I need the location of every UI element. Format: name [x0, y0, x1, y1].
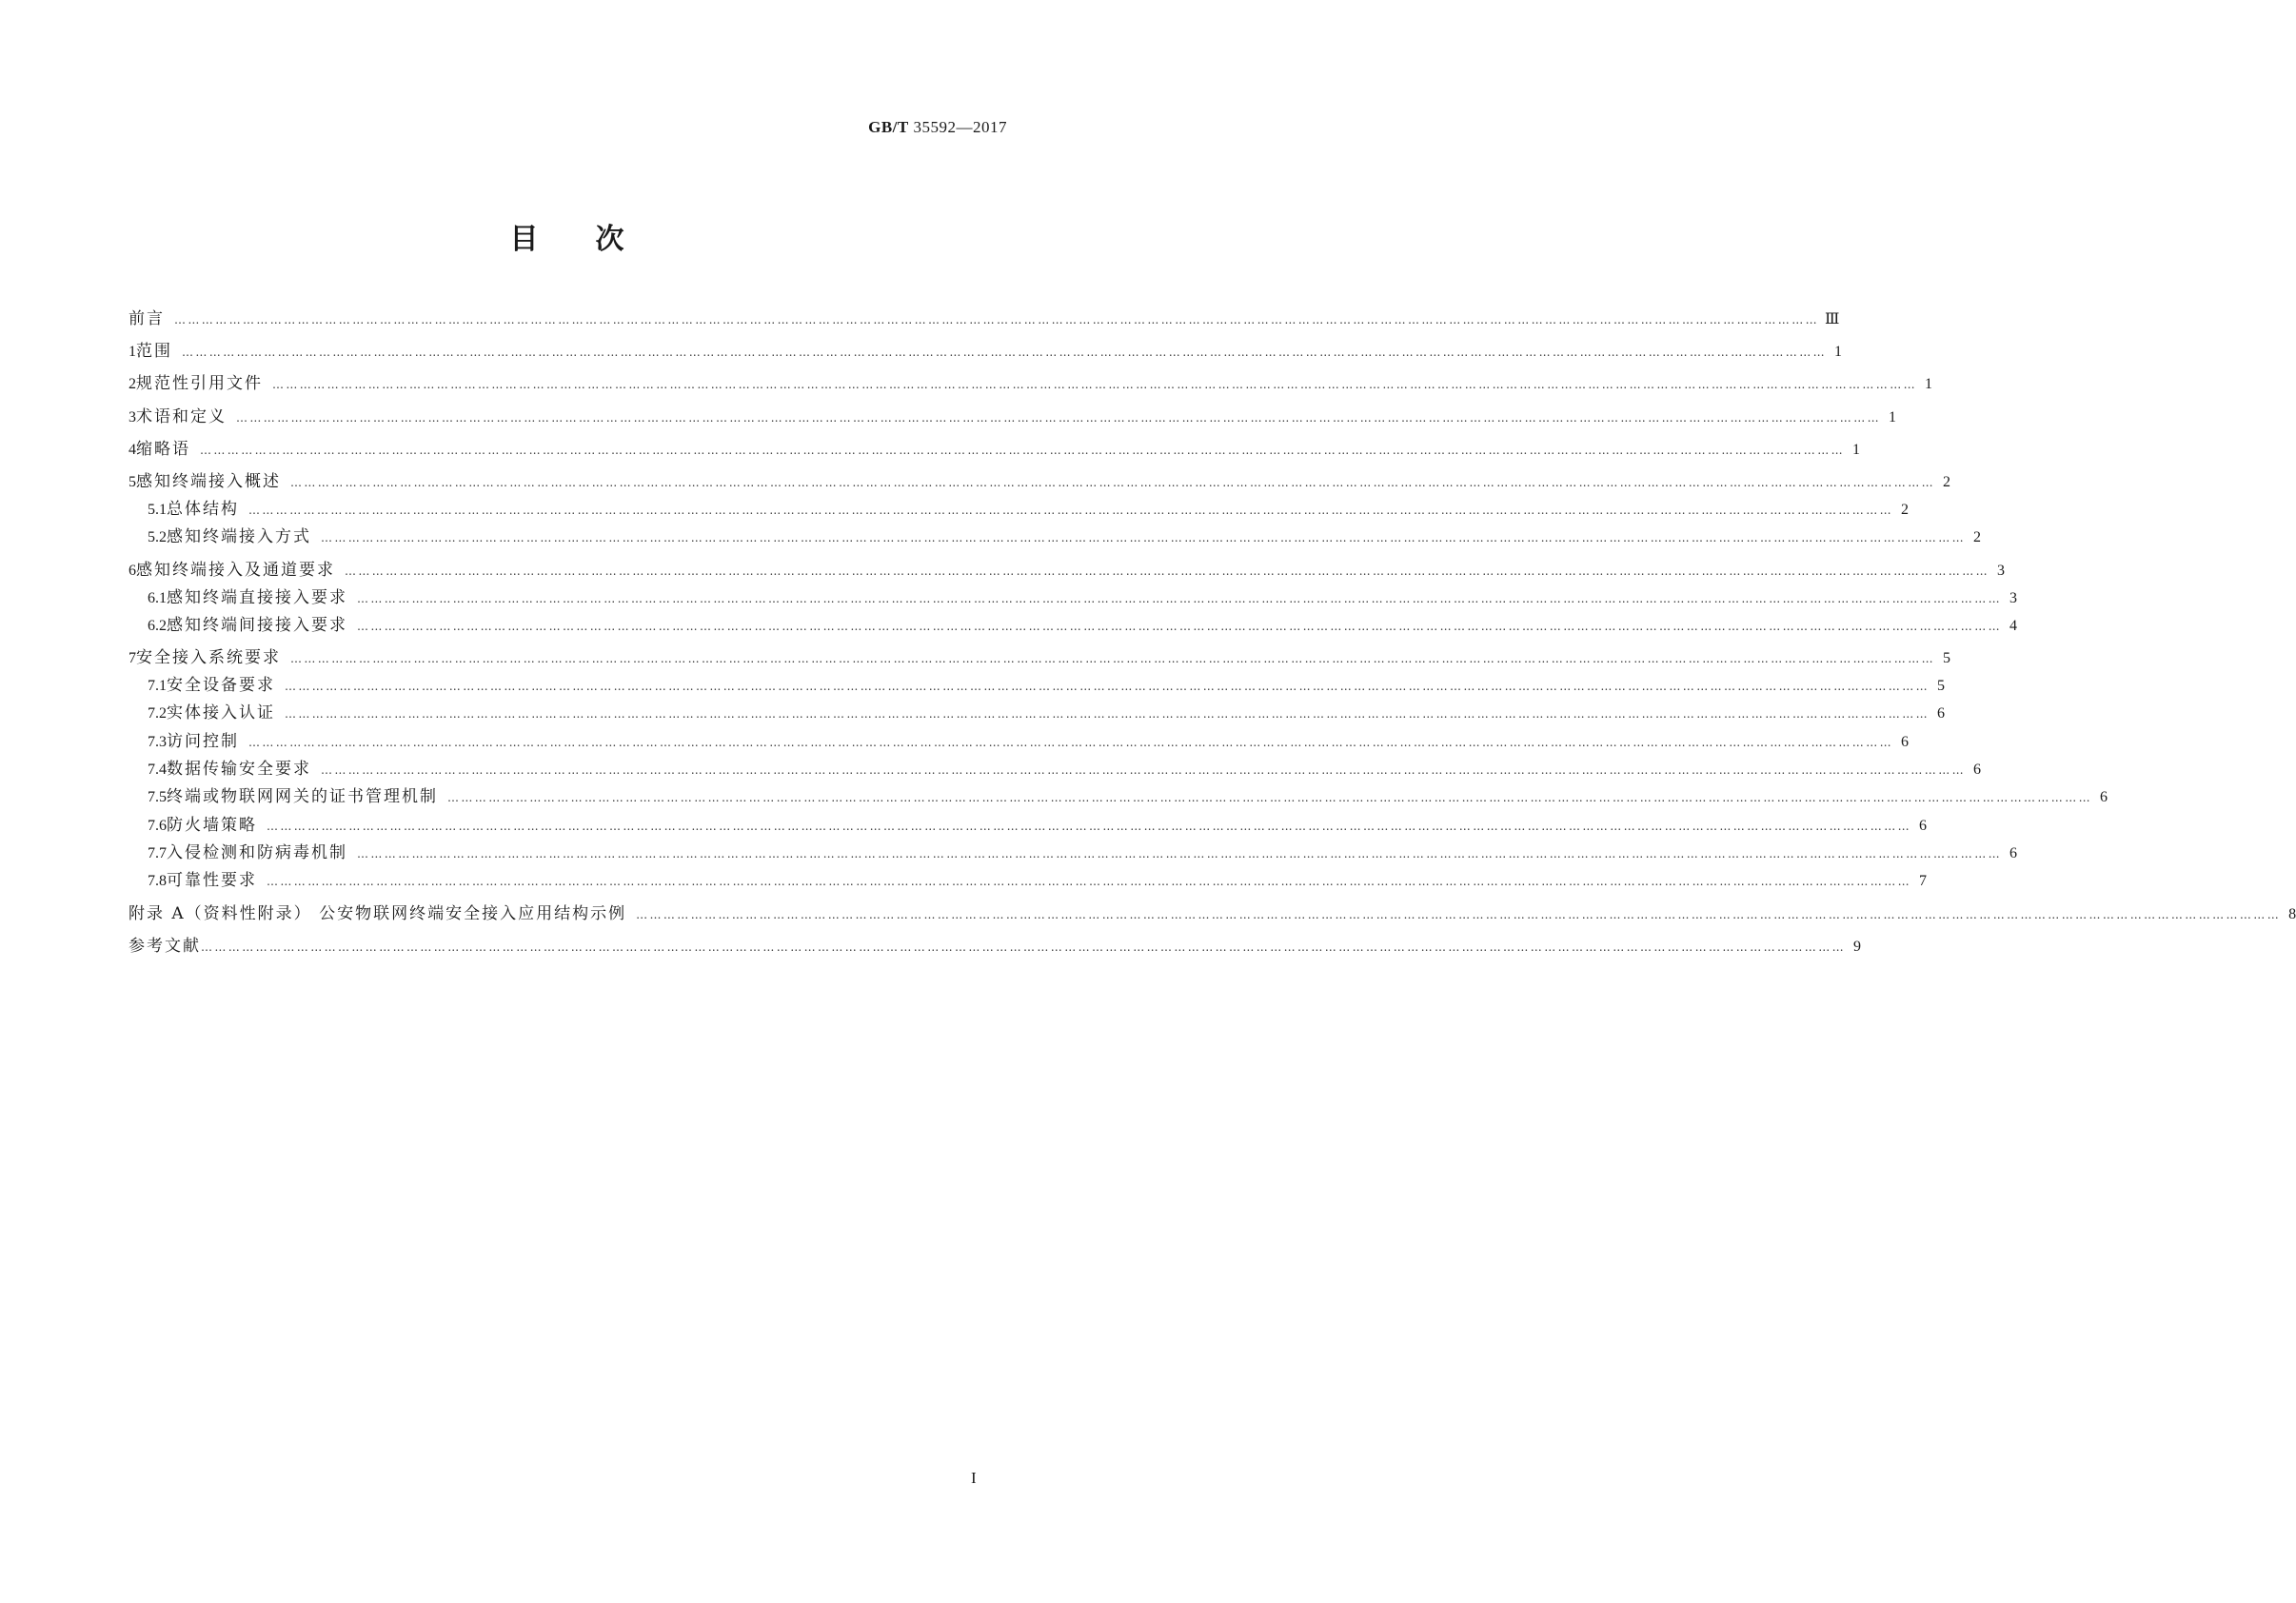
- toc-entry-page: 2: [1973, 529, 1981, 545]
- toc-entry-label: 感知终端间接接入要求: [167, 616, 347, 635]
- toc-entry-label: 可靠性要求: [167, 871, 257, 890]
- toc-entry-page: 6: [1937, 705, 1945, 722]
- toc-entry[interactable]: [148, 584, 2017, 607]
- toc-entry-number: 4: [129, 442, 136, 458]
- toc-entry-page: 4: [2009, 618, 2017, 634]
- toc-entry-label: 感知终端接入方式: [167, 527, 311, 546]
- toc-entry-page: Ⅲ: [1825, 311, 1840, 327]
- toc-entry-page: 9: [1853, 939, 1861, 955]
- toc-entry-page: 5: [1943, 650, 1950, 666]
- toc-entry-page: 1: [1925, 376, 1932, 392]
- toc-entry-label: 参考文献: [129, 937, 201, 956]
- toc-entry-number: 7: [129, 650, 136, 666]
- toc-entry-page: 7: [1919, 873, 1927, 889]
- toc-leader-dots: ………………………………………………………………………………………………………………………………………………………………………………………………………………………………………………………………………………………………………………………………: [285, 680, 1930, 693]
- toc-entry-page: 6: [1973, 762, 1981, 778]
- toc-leader-dots: ………………………………………………………………………………………………………………………………………………………………………………………………………………………………………………………………………………………………………………………………: [357, 592, 2002, 605]
- toc-entry-number: 7.8: [148, 873, 167, 889]
- toc-entry-page: 1: [1834, 344, 1842, 360]
- toc-entry-page: 1: [1889, 409, 1896, 425]
- page-title: 目次: [509, 223, 682, 256]
- toc-entry[interactable]: [148, 699, 1945, 722]
- toc-entry-page: 6: [1919, 818, 1927, 834]
- toc-entry[interactable]: [129, 403, 1896, 426]
- toc-entry-number: 2: [129, 376, 136, 392]
- toc-entry-number: 7.5: [148, 789, 167, 805]
- toc-entry-label: 前言: [129, 309, 165, 328]
- toc-leader-dots: ………………………………………………………………………………………………………………………………………………………………………………………………………………………………………………………………………………………………………………………………: [357, 620, 2002, 633]
- toc-entry[interactable]: [129, 467, 1950, 491]
- toc-entry[interactable]: [148, 611, 2017, 635]
- toc-leader-dots: ………………………………………………………………………………………………………………………………………………………………………………………………………………………………………………………………………………………………………………………………: [248, 736, 1893, 749]
- toc-entry-label: 附录 A（资料性附录） 公安物联网终端安全接入应用结构示例: [129, 904, 627, 923]
- toc-leader-dots: ………………………………………………………………………………………………………………………………………………………………………………………………………………………………………………………………………………………………………………………………: [321, 763, 1966, 777]
- toc-entry-number: 7.3: [148, 734, 167, 750]
- toc-leader-dots: ………………………………………………………………………………………………………………………………………………………………………………………………………………………………………………………………………………………………………………………………: [267, 820, 1911, 833]
- toc-entry-number: 3: [129, 409, 136, 425]
- toc-entry-label: 范围: [136, 342, 172, 361]
- toc-entry[interactable]: [148, 727, 1909, 751]
- toc-entry-number: 7.1: [148, 678, 167, 694]
- toc-leader-dots: ………………………………………………………………………………………………………………………………………………………………………………………………………………………………………………………………………………………………………………………………: [267, 875, 1911, 888]
- toc-entry-number: 5.2: [148, 529, 167, 545]
- toc-entry[interactable]: [148, 671, 1945, 695]
- toc-leader-dots: ………………………………………………………………………………………………………………………………………………………………………………………………………………………………………………………………………………………………………………………………: [272, 378, 1917, 391]
- toc-entry-number: 7.4: [148, 762, 167, 778]
- standard-code-prefix: GB/T: [868, 118, 909, 136]
- toc-entry-label: 感知终端接入概述: [136, 472, 281, 491]
- toc-entry[interactable]: [129, 643, 1950, 667]
- toc-entry[interactable]: [129, 900, 2296, 923]
- toc-entry[interactable]: [148, 755, 1981, 779]
- toc-leader-dots: ………………………………………………………………………………………………………………………………………………………………………………………………………………………………………………………………………………………………………………………………: [447, 791, 2092, 804]
- toc-entry-number: 7.6: [148, 818, 167, 834]
- toc-leader-dots: ………………………………………………………………………………………………………………………………………………………………………………………………………………………………………………………………………………………………………………………………: [236, 411, 1881, 425]
- toc-entry-page: 8: [2288, 906, 2296, 922]
- toc-entry[interactable]: [148, 495, 1909, 519]
- toc-entry-number: 5.1: [148, 502, 167, 518]
- toc-leader-dots: ………………………………………………………………………………………………………………………………………………………………………………………………………………………………………………………………………………………………………………………………: [345, 564, 1989, 578]
- toc-entry-label: 感知终端接入及通道要求: [136, 561, 335, 580]
- toc-entry-label: 总体结构: [167, 500, 239, 519]
- toc-entry[interactable]: [148, 523, 1981, 546]
- toc-entry-label: 终端或物联网网关的证书管理机制: [167, 787, 438, 806]
- toc-leader-dots: ………………………………………………………………………………………………………………………………………………………………………………………………………………………………………………………………………………………………………………………………: [201, 940, 1846, 954]
- toc-leader-dots: ………………………………………………………………………………………………………………………………………………………………………………………………………………………………………………………………………………………………………………………………: [321, 531, 1966, 544]
- toc-entry[interactable]: [129, 556, 2005, 580]
- toc-entry[interactable]: [148, 782, 2108, 806]
- toc-leader-dots: ………………………………………………………………………………………………………………………………………………………………………………………………………………………………………………………………………………………………………………………………: [200, 444, 1845, 457]
- toc-entry-label: 防火墙策略: [167, 816, 257, 835]
- toc-entry[interactable]: [129, 435, 1860, 459]
- toc-entry-number: 5: [129, 474, 136, 490]
- toc-entry-page: 3: [2009, 590, 2017, 606]
- toc-entry-label: 数据传输安全要求: [167, 760, 311, 779]
- toc-entry-number: 1: [129, 344, 136, 360]
- toc-entry-number: 6.1: [148, 590, 167, 606]
- toc-entry-label: 安全接入系统要求: [136, 648, 281, 667]
- toc-entry-label: 缩略语: [136, 440, 190, 459]
- toc-entry-number: 7.7: [148, 845, 167, 861]
- toc-entry-label: 规范性引用文件: [136, 374, 263, 393]
- toc-entry-label: 感知终端直接接入要求: [167, 588, 347, 607]
- toc-entry-page: 1: [1852, 442, 1860, 458]
- toc-entry-number: 6: [129, 563, 136, 579]
- toc-entry[interactable]: [129, 932, 1861, 956]
- toc-leader-dots: ………………………………………………………………………………………………………………………………………………………………………………………………………………………………………………………………………………………………………………………………: [636, 908, 2282, 921]
- toc-entry-page: 6: [2100, 789, 2108, 805]
- toc-entry-label: 入侵检测和防病毒机制: [167, 843, 347, 862]
- page-number: I: [971, 1469, 977, 1487]
- standard-code-number: 35592—2017: [913, 118, 1007, 136]
- toc-entry[interactable]: [148, 839, 2017, 862]
- toc-entry[interactable]: [129, 337, 1842, 361]
- toc-entry-number: 6.2: [148, 618, 167, 634]
- toc-entry-label: 实体接入认证: [167, 703, 275, 722]
- toc-entry[interactable]: [129, 305, 1840, 328]
- toc-leader-dots: ………………………………………………………………………………………………………………………………………………………………………………………………………………………………………………………………………………………………………………………………: [182, 346, 1827, 359]
- toc-entry-page: 2: [1901, 502, 1909, 518]
- toc-entry-page: 6: [2009, 845, 2017, 861]
- toc-leader-dots: ………………………………………………………………………………………………………………………………………………………………………………………………………………………………………………………………………………………………………………………………: [285, 707, 1930, 721]
- toc-leader-dots: ………………………………………………………………………………………………………………………………………………………………………………………………………………………………………………………………………………………………………………………………: [290, 652, 1935, 665]
- toc-leader-dots: ………………………………………………………………………………………………………………………………………………………………………………………………………………………………………………………………………………………………………………………………: [290, 476, 1935, 489]
- toc-entry[interactable]: [148, 866, 1927, 890]
- toc-leader-dots: ………………………………………………………………………………………………………………………………………………………………………………………………………………………………………………………………………………………………………………………………: [357, 847, 2002, 861]
- toc-entry[interactable]: [148, 811, 1927, 835]
- standard-code: [868, 118, 1007, 137]
- toc-entry-page: 2: [1943, 474, 1950, 490]
- toc-entry-page: 3: [1997, 563, 2005, 579]
- toc-entry-number: 7.2: [148, 705, 167, 722]
- toc-leader-dots: ………………………………………………………………………………………………………………………………………………………………………………………………………………………………………………………………………………………………………………………………: [174, 313, 1819, 327]
- toc-entry-page: 6: [1901, 734, 1909, 750]
- toc-entry[interactable]: [129, 369, 1932, 393]
- toc-leader-dots: ………………………………………………………………………………………………………………………………………………………………………………………………………………………………………………………………………………………………………………………………: [248, 504, 1893, 517]
- toc-entry-page: 5: [1937, 678, 1945, 694]
- toc-entry-label: 术语和定义: [136, 407, 227, 426]
- toc-entry-label: 访问控制: [167, 732, 239, 751]
- toc-entry-label: 安全设备要求: [167, 676, 275, 695]
